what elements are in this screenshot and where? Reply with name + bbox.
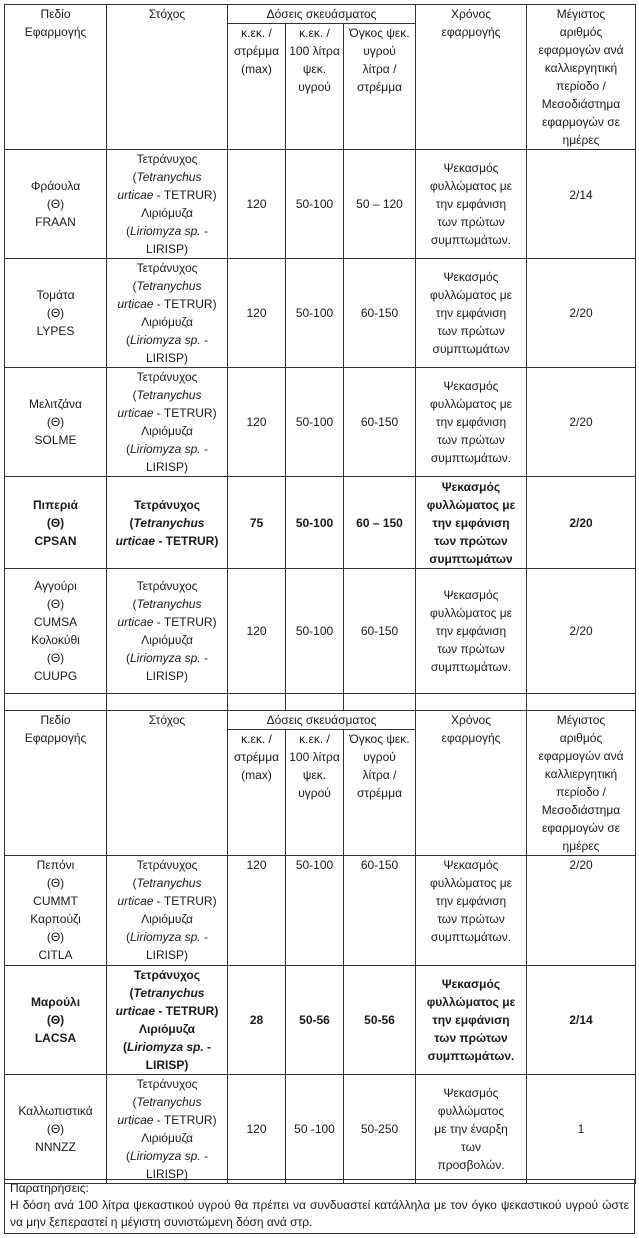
header-doses: Δόσεις σκευάσματος (228, 5, 416, 24)
timing-cell: Ψεκασμός φυλλώματος με την εμφάνιση των πρώτων συμπτωμάτων. (416, 569, 527, 694)
max-cell: 2/20 (527, 856, 636, 966)
notes-box (4, 1179, 635, 1234)
target-cell: Τετράνυχος (Tetranychus urticae - TETRUR) Λιριόμυζα (Liriomyza sp. - LIRISP) (107, 966, 228, 1075)
target-cell: Τετράνυχος (Tetranychus urticae - TETRUR) Λιριόμυζα (Liriomyza sp. - LIRISP) (107, 368, 228, 477)
per100-cell: 50-100 (286, 569, 344, 694)
target-cell: Τετράνυχος (Tetranychus urticae - TETRUR) Λιριόμυζα (Liriomyza sp. - LIRISP) (107, 150, 228, 259)
per100-cell: 50-100 (286, 150, 344, 259)
header-dose-per-stremma: κ.εκ. / στρέμμα (max) (228, 24, 286, 150)
header-doses: Δόσεις σκευάσματος (228, 711, 416, 730)
target-cell: Τετράνυχος (Tetranychus urticae - TETRUR) (107, 477, 228, 569)
empty-row (5, 694, 636, 711)
per100-cell: 50-100 (286, 259, 344, 368)
max-cell: 2/14 (527, 966, 636, 1075)
usage-table-2 (4, 710, 636, 1184)
dose-cell: 120 (228, 1075, 286, 1184)
volume-cell: 60-150 (344, 569, 416, 694)
header-field: Πεδίο Εφαρμογής (5, 5, 107, 150)
table-row (5, 477, 636, 569)
timing-cell: Ψεκασμός φυλλώματος με την έναρξη των προσβολών. (416, 1075, 527, 1184)
crop-cell: Τομάτα (Θ) LYPES (5, 259, 107, 368)
target-cell: Τετράνυχος (Tetranychus urticae - TETRUR) Λιριόμυζα (Liriomyza sp. - LIRISP) (107, 856, 228, 966)
volume-cell: 60 – 150 (344, 477, 416, 569)
table-row (5, 569, 636, 694)
per100-cell: 50-56 (286, 966, 344, 1075)
header-target: Στόχος (107, 711, 228, 856)
timing-cell: Ψεκασμός φυλλώματος με την εμφάνιση των πρώτων συμπτωμάτων (416, 259, 527, 368)
max-cell: 1 (527, 1075, 636, 1184)
header-target: Στόχος (107, 5, 228, 150)
dose-cell: 120 (228, 259, 286, 368)
per100-cell: 50-100 (286, 368, 344, 477)
table-row (5, 856, 636, 966)
target-cell: Τετράνυχος (Tetranychus urticae - TETRUR) Λιριόμυζα (Liriomyza sp. - LIRISP) (107, 1075, 228, 1184)
header-max-apps: Μέγιστος αριθμός εφαρμογών ανά καλλιεργητική περίοδο / Μεσοδιάστημα εφαρμογών σε ημέρες (527, 711, 636, 856)
header-dose-per-stremma: κ.εκ. / στρέμμα (max) (228, 730, 286, 856)
volume-cell: 50-250 (344, 1075, 416, 1184)
header-spray-volume: Όγκος ψεκ. υγρού λίτρα / στρέμμα (344, 730, 416, 856)
header-dose-per-100l: κ.εκ. / 100 λίτρα ψεκ. υγρού (286, 24, 344, 150)
header-max-apps: Μέγιστος αριθμός εφαρμογών ανά καλλιεργητική περίοδο / Μεσοδιάστημα εφαρμογών σε ημέρες (527, 5, 636, 150)
timing-cell: Ψεκασμός φυλλώματος με την εμφάνιση των πρώτων συμπτωμάτων. (416, 368, 527, 477)
per100-cell: 50 -100 (286, 1075, 344, 1184)
dose-cell: 28 (228, 966, 286, 1075)
max-cell: 2/20 (527, 259, 636, 368)
table-row (5, 368, 636, 477)
crop-cell: Αγγούρι (Θ) CUMSA Κολοκύθι (Θ) CUUPG (5, 569, 107, 694)
volume-cell: 50-56 (344, 966, 416, 1075)
timing-cell: Ψεκασμός φυλλώματος με την εμφάνιση των πρώτων συμπτωμάτων. (416, 150, 527, 259)
header-timing: Χρόνος εφαρμογής (416, 711, 527, 856)
crop-cell: Μελιτζάνα (Θ) SOLME (5, 368, 107, 477)
volume-cell: 60-150 (344, 856, 416, 966)
per100-cell: 50-100 (286, 856, 344, 966)
timing-cell: Ψεκασμός φυλλώματος με την εμφάνιση των πρώτων συμπτωμάτων. (416, 966, 527, 1075)
dose-cell: 75 (228, 477, 286, 569)
volume-cell: 60-150 (344, 259, 416, 368)
dose-cell: 120 (228, 368, 286, 477)
crop-cell: Μαρούλι (Θ) LACSA (5, 966, 107, 1075)
dose-cell: 120 (228, 856, 286, 966)
max-cell: 2/14 (527, 150, 636, 259)
header-field: Πεδίο Εφαρμογής (5, 711, 107, 856)
header-spray-volume: Όγκος ψεκ. υγρού λίτρα / στρέμμα (344, 24, 416, 150)
notes-title: Παρατηρήσεις: (10, 1181, 89, 1195)
volume-cell: 50 – 120 (344, 150, 416, 259)
table-row (5, 966, 636, 1075)
timing-cell: Ψεκασμός φυλλώματος με την εμφάνιση των πρώτων συμπτωμάτων. (416, 856, 527, 966)
usage-table-1 (4, 4, 636, 711)
volume-cell: 60-150 (344, 368, 416, 477)
header-dose-per-100l: κ.εκ. / 100 λίτρα ψεκ. υγρού (286, 730, 344, 856)
dose-cell: 120 (228, 150, 286, 259)
crop-cell: Πιπεριά (Θ) CPSAN (5, 477, 107, 569)
dose-cell: 120 (228, 569, 286, 694)
table-row (5, 1075, 636, 1184)
crop-cell: Φράουλα (Θ) FRAAN (5, 150, 107, 259)
max-cell: 2/20 (527, 368, 636, 477)
crop-cell: Πεπόνι (Θ) CUMMT Καρπούζι (Θ) CITLA (5, 856, 107, 966)
crop-cell: Καλλωπιστικά (Θ) NNNZZ (5, 1075, 107, 1184)
notes-text: Η δόση ανά 100 λίτρα ψεκαστικού υγρού θα πρέπει να συνδυαστεί κατάλληλα με τον όγκο ψεκαστικού υγρού ώστε να μην ξεπεραστεί η μέγιστη συνιστώμενη δόση ανά στρ. (10, 1198, 629, 1229)
header-timing: Χρόνος εφαρμογής (416, 5, 527, 150)
table-row (5, 259, 636, 368)
max-cell: 2/20 (527, 569, 636, 694)
table-row (5, 150, 636, 259)
per100-cell: 50-100 (286, 477, 344, 569)
target-cell: Τετράνυχος (Tetranychus urticae - TETRUR) Λιριόμυζα (Liriomyza sp. - LIRISP) (107, 569, 228, 694)
target-cell: Τετράνυχος (Tetranychus urticae - TETRUR) Λιριόμυζα (Liriomyza sp. - LIRISP) (107, 259, 228, 368)
timing-cell: Ψεκασμός φυλλώματος με την εμφάνιση των πρώτων συμπτωμάτων (416, 477, 527, 569)
max-cell: 2/20 (527, 477, 636, 569)
